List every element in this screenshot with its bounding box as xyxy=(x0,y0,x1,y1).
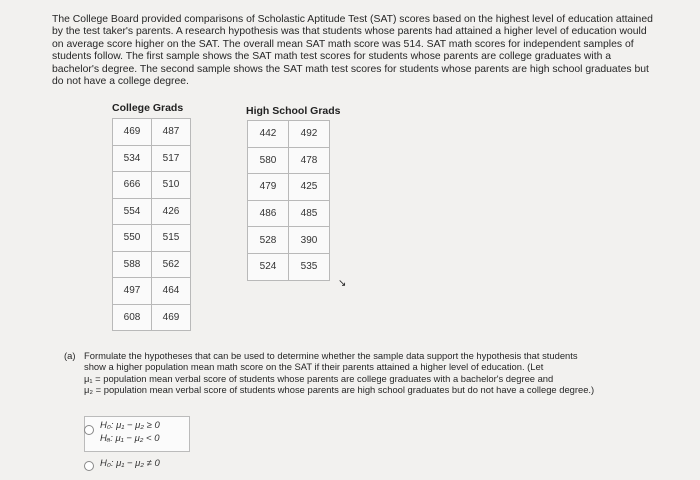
choice-ha: Hₐ: μ₁ − μ₂ < 0 xyxy=(100,433,160,444)
table-row xyxy=(113,198,191,225)
question-a xyxy=(64,350,684,396)
table-cell: 608 xyxy=(113,304,152,331)
mouse-cursor-icon: ↘ xyxy=(338,278,347,289)
table-row xyxy=(113,225,191,252)
table-row xyxy=(248,200,330,227)
radio-button[interactable] xyxy=(84,425,94,435)
table-cell: 562 xyxy=(152,251,191,278)
question-text xyxy=(84,350,684,396)
table-cell: 469 xyxy=(113,119,152,146)
high-school-grads-table xyxy=(247,120,330,281)
table-cell: 528 xyxy=(248,227,289,254)
table-cell: 510 xyxy=(152,172,191,199)
college-grads-title: College Grads xyxy=(112,102,184,114)
problem-intro xyxy=(52,14,688,88)
table-cell: 469 xyxy=(152,304,191,331)
table-cell: 426 xyxy=(152,198,191,225)
table-cell: 425 xyxy=(289,174,330,201)
table-cell: 517 xyxy=(152,145,191,172)
table-row xyxy=(113,119,191,146)
question-label: (a) xyxy=(64,350,76,361)
table-cell: 554 xyxy=(113,198,152,225)
table-cell: 442 xyxy=(248,121,289,148)
table-cell: 487 xyxy=(152,119,191,146)
table-row xyxy=(113,278,191,305)
table-cell: 524 xyxy=(248,253,289,280)
table-cell: 534 xyxy=(113,145,152,172)
intro-line: on average score higher on the SAT. The overall mean SAT math score was 514. SAT math scores for independent samples of xyxy=(52,38,634,50)
table-cell: 486 xyxy=(248,200,289,227)
table-cell: 550 xyxy=(113,225,152,252)
table-cell: 478 xyxy=(289,147,330,174)
question-line: show a higher population mean math score on the SAT if their parents attained a higher level of education. (Let xyxy=(84,361,544,373)
question-line: μ₁ = population mean verbal score of students whose parents are college graduates with a bachelor's degree and xyxy=(84,372,554,384)
intro-line: The College Board provided comparisons of Scholastic Aptitude Test (SAT) scores based on the highest level of education attained xyxy=(52,14,653,25)
table-row xyxy=(248,121,330,148)
table-cell: 666 xyxy=(113,172,152,199)
hypothesis-choices xyxy=(84,420,194,480)
intro-line: do not have a college degree. xyxy=(52,76,189,88)
table-row xyxy=(113,145,191,172)
question-line: μ₂ = population mean verbal score of students whose parents are high school graduates but do not have a college degree.) xyxy=(84,384,595,396)
table-cell: 515 xyxy=(152,225,191,252)
table-cell: 464 xyxy=(152,278,191,305)
intro-line: by the test taker's parents. A research hypothesis was that students whose parents had attained a higher level of education would xyxy=(52,26,647,38)
table-row xyxy=(113,304,191,331)
table-row xyxy=(113,172,191,199)
intro-line: bachelor's degree. The second sample shows the SAT math test scores for students whose parents are high school graduates but xyxy=(52,63,649,75)
table-cell: 535 xyxy=(289,253,330,280)
table-row xyxy=(248,227,330,254)
choice-h0: H₀: μ₁ − μ₂ ≥ 0 xyxy=(100,420,160,431)
table-cell: 485 xyxy=(289,200,330,227)
table-cell: 390 xyxy=(289,227,330,254)
table-cell: 492 xyxy=(289,121,330,148)
table-cell: 479 xyxy=(248,174,289,201)
radio-button[interactable] xyxy=(84,461,94,471)
high-school-grads-title: High School Grads xyxy=(246,105,341,117)
table-cell: 580 xyxy=(248,147,289,174)
table-row xyxy=(113,251,191,278)
table-cell: 497 xyxy=(113,278,152,305)
question-line: Formulate the hypotheses that can be used to determine whether the sample data support the hypothesis that students xyxy=(84,350,578,361)
college-grads-table xyxy=(112,118,191,331)
table-row xyxy=(248,174,330,201)
table-row xyxy=(248,147,330,174)
table-row xyxy=(248,253,330,280)
table-cell: 588 xyxy=(113,251,152,278)
intro-line: students follow. The first sample shows the SAT math test scores for students whose parents are college graduates with a xyxy=(52,51,612,63)
choice-h0: H₀: μ₁ − μ₂ ≠ 0 xyxy=(100,458,160,469)
